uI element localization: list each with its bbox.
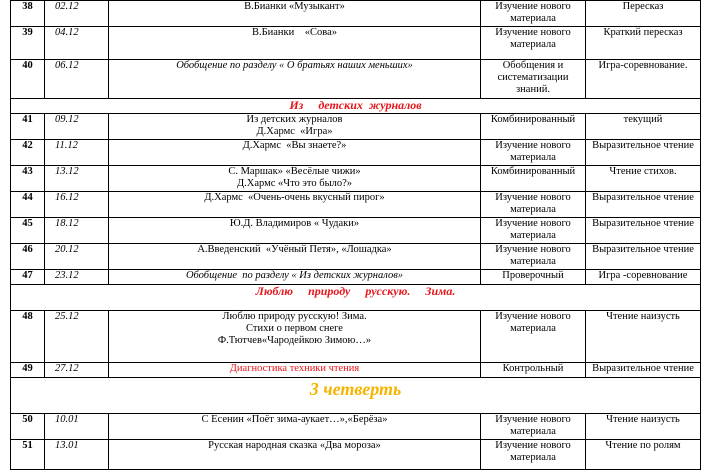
lesson-number: 39 [11,27,45,60]
lesson-number: 45 [11,218,45,244]
lesson-row [11,1,701,27]
lesson-date: 09.12 [45,114,109,140]
cell-line: Русская народная сказка «Два мороза» [208,440,381,451]
cell-line: Чтение стихов. [609,166,677,177]
lesson-type [481,140,586,166]
lesson-date: 13.01 [45,440,109,470]
lesson-row [11,27,701,60]
cell-line: Изучение нового [495,311,571,322]
cell-line: Контрольный [502,363,564,374]
control-form [586,311,701,363]
cell-line: Обобщение по разделу « О братьях наших меньших» [176,60,413,71]
cell-line: Проверочный [502,270,564,281]
lesson-type [481,440,586,470]
lesson-number: 50 [11,414,45,440]
section-heading-row [11,285,701,311]
control-form [586,27,701,60]
lesson-topic [109,60,481,99]
lesson-date: 11.12 [45,140,109,166]
cell-line: Люблю природу русскую! Зима. [222,311,367,322]
lesson-row [11,218,701,244]
lesson-number: 47 [11,270,45,285]
lesson-row [11,414,701,440]
cell-line: Выразительное чтение [592,192,694,203]
lesson-type [481,414,586,440]
cell-line: материала [510,204,556,215]
cell-line: Изучение нового [495,218,571,229]
cell-line: Д.Хармс «Что это было?» [236,178,353,189]
lesson-number: 46 [11,244,45,270]
cell-line: Комбинированный [490,166,576,177]
cell-line: Д.Хармс «Вы знаете?» [242,140,347,151]
section-title: Люблю природу русскую. Зима. [11,285,701,311]
cell-line: Чтение по ролям [605,440,681,451]
control-form [586,60,701,99]
lesson-date: 23.12 [45,270,109,285]
control-form [586,244,701,270]
control-form [586,270,701,285]
cell-line: С. Маршак» «Весёлые чижи» [228,166,361,177]
cell-line: Изучение нового [495,244,571,255]
lesson-number: 42 [11,140,45,166]
lesson-topic [109,192,481,218]
cell-line: Изучение нового [495,140,571,151]
lesson-topic [109,270,481,285]
lesson-number: 49 [11,363,45,378]
control-form [586,414,701,440]
lesson-topic [109,1,481,27]
cell-line: материала [510,426,556,437]
lesson-date: 04.12 [45,27,109,60]
cell-line: Чтение наизусть [606,414,680,425]
control-form [586,1,701,27]
lesson-row [11,140,701,166]
cell-line: Изучение нового [495,192,571,203]
lesson-type [481,270,586,285]
cell-line: Комбинированный [490,114,576,125]
lesson-date: 06.12 [45,60,109,99]
lesson-date: 25.12 [45,311,109,363]
cell-line: материала [510,323,556,334]
cell-line: Изучение нового [495,27,571,38]
lesson-number: 48 [11,311,45,363]
cell-line: А.Введенский «Учёный Петя», «Лошадка» [197,244,392,255]
cell-line: Ю.Д. Владимиров « Чудаки» [229,218,360,229]
cell-line: Обобщения и [502,60,564,71]
quarter-heading-row [11,378,701,414]
cell-line: Изучение нового [495,440,571,451]
cell-line: Стихи о первом снеге [246,323,343,334]
lesson-row [11,244,701,270]
control-form [586,440,701,470]
lesson-topic [109,363,481,378]
cell-line: Пересказ [622,1,664,12]
lesson-type [481,218,586,244]
cell-line: Ф.Тютчев«Чародейкою Зимою…» [217,335,372,346]
lesson-date: 02.12 [45,1,109,27]
cell-line: Д.Хармс «Игра» [256,126,333,137]
cell-line: Изучение нового [495,1,571,12]
lesson-type [481,192,586,218]
lesson-row [11,60,701,99]
lesson-topic [109,244,481,270]
cell-line: С Есенин «Поёт зима-аукает…»,«Берёза» [201,414,388,425]
lesson-topic [109,414,481,440]
lesson-row [11,270,701,285]
cell-line: Из детских журналов [246,114,343,125]
lesson-row [11,440,701,470]
cell-line: текущий [623,114,663,125]
cell-line: Изучение нового [495,414,571,425]
lesson-plan-body [11,1,701,470]
lesson-date: 16.12 [45,192,109,218]
cell-line: материала [510,13,556,24]
lesson-topic [109,27,481,60]
cell-line: Краткий пересказ [603,27,683,38]
cell-line: материала [510,452,556,463]
control-form [586,218,701,244]
cell-line: Выразительное чтение [592,140,694,151]
cell-line: Выразительное чтение [592,363,694,374]
control-form [586,140,701,166]
section-heading-row [11,99,701,114]
control-form [586,166,701,192]
lesson-type [481,60,586,99]
lesson-type [481,1,586,27]
lesson-number: 40 [11,60,45,99]
lesson-plan-table [10,0,701,470]
lesson-type [481,311,586,363]
lesson-number: 43 [11,166,45,192]
cell-line: материала [510,152,556,163]
cell-line: Выразительное чтение [592,244,694,255]
lesson-type [481,27,586,60]
quarter-title: 3 четверть [11,378,701,414]
lesson-date: 27.12 [45,363,109,378]
cell-line: Диагностика техники чтения [229,363,360,374]
lesson-date: 13.12 [45,166,109,192]
section-title: Из детских журналов [11,99,701,114]
lesson-number: 44 [11,192,45,218]
control-form [586,114,701,140]
control-form [586,363,701,378]
lesson-row [11,311,701,363]
cell-line: Игра -соревнование [598,270,688,281]
lesson-number: 41 [11,114,45,140]
cell-line: знаний. [516,84,550,95]
cell-line: материала [510,39,556,50]
lesson-topic [109,311,481,363]
lesson-date: 20.12 [45,244,109,270]
lesson-topic [109,166,481,192]
lesson-date: 18.12 [45,218,109,244]
cell-line: систематизации [497,72,569,83]
lesson-type [481,114,586,140]
cell-line: В.Бианки «Музыкант» [244,1,345,12]
cell-line: материала [510,230,556,241]
cell-line: В.Бианки «Сова» [251,27,337,38]
lesson-number: 38 [11,1,45,27]
lesson-type [481,244,586,270]
lesson-topic [109,440,481,470]
lesson-date: 10.01 [45,414,109,440]
lesson-row [11,363,701,378]
lesson-type [481,363,586,378]
control-form [586,192,701,218]
cell-line: Выразительное чтение [592,218,694,229]
cell-line: Обобщение по разделу « Из детских журналов» [185,270,404,281]
lesson-type [481,166,586,192]
cell-line: Игра-соревнование. [598,60,688,71]
lesson-row [11,166,701,192]
lesson-row [11,192,701,218]
lesson-topic [109,140,481,166]
cell-line: материала [510,256,556,267]
lesson-topic [109,218,481,244]
cell-line: Д.Хармс «Очень-очень вкусный пирог» [204,192,385,203]
lesson-row [11,114,701,140]
lesson-number: 51 [11,440,45,470]
cell-line: Чтение наизусть [606,311,680,322]
lesson-topic [109,114,481,140]
